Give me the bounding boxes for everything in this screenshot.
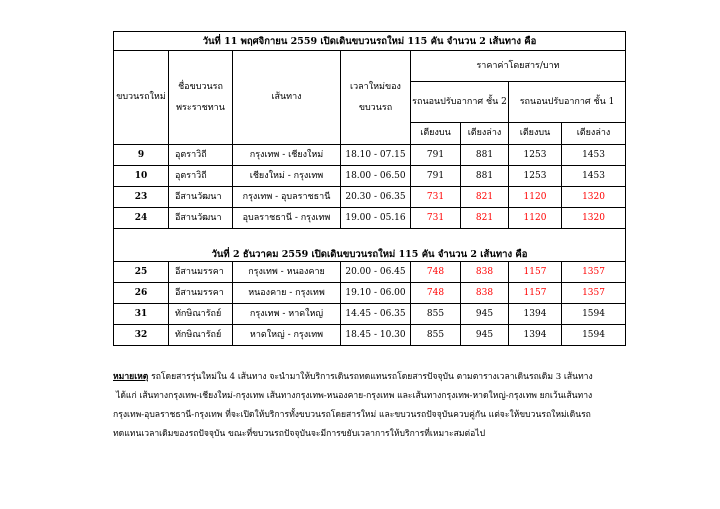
cell-class2-lower: 838	[461, 283, 509, 304]
cell-route: เชียงใหม่ - กรุงเทพ	[233, 166, 341, 187]
cell-class2-upper: 855	[411, 304, 461, 325]
fare-document	[113, 31, 625, 346]
remark-block	[113, 368, 633, 444]
cell-class2-lower: 881	[461, 145, 509, 166]
cell-train-no: 32	[114, 325, 169, 346]
cell-class1-lower: 1320	[562, 187, 626, 208]
table-title-1: วันที่ 11 พฤศจิกายน 2559 เปิดเดินขบวนรถใหม่ 115 คัน จำนวน 2 เส้นทาง คือ	[114, 32, 626, 51]
remark-line-1	[113, 368, 633, 387]
header-route: เส้นทาง	[233, 51, 341, 145]
cell-route: กรุงเทพ - หนองคาย	[233, 262, 341, 283]
remark-text-1: รถโดยสารรุ่นใหม่ใน 4 เส้นทาง จะนำมาให้บริการเดินรถทดแทนรถโดยสารปัจจุบัน ตามตารางเวลาเดินรถเดิม 3 เส้นทาง	[148, 372, 593, 382]
remark-line-3: กรุงเทพ-อุบลราชธานี-กรุงเทพ ที่จะเปิดให้บริการทั้งขบวนรถโดยสารใหม่ และขบวนรถปัจจุบันควบคู่กัน แต่จะให้ขบวนรถใหม่เดินรถ	[113, 410, 591, 420]
remark-label: หมายเหตุ	[113, 372, 149, 382]
spacer-row	[114, 229, 626, 248]
header-train-no: ขบวนรถใหม่	[114, 51, 169, 145]
cell-class1-upper: 1120	[509, 187, 562, 208]
table-row	[114, 304, 626, 325]
cell-route: กรุงเทพ - อุบลราชธานี	[233, 187, 341, 208]
table-row	[114, 325, 626, 346]
header-class1-lower: เตียงล่าง	[562, 123, 626, 145]
cell-train-name: อีสานวัฒนา	[169, 187, 233, 208]
table-title-2: วันที่ 2 ธันวาคม 2559 เปิดเดินขบวนรถใหม่ 115 คัน จำนวน 2 เส้นทาง คือ	[114, 247, 626, 262]
cell-train-no: 9	[114, 145, 169, 166]
cell-train-name: อีสานวัฒนา	[169, 208, 233, 229]
cell-time: 14.45 - 06.35	[341, 304, 411, 325]
header-row-1	[114, 51, 626, 82]
table-row	[114, 187, 626, 208]
cell-train-name: ทักษิณารัถย์	[169, 325, 233, 346]
cell-class1-upper: 1120	[509, 208, 562, 229]
cell-class2-lower: 821	[461, 208, 509, 229]
cell-class2-upper: 731	[411, 187, 461, 208]
header-train-name-line2: พระราชทาน	[176, 102, 225, 113]
cell-time: 18.10 - 07.15	[341, 145, 411, 166]
cell-class1-lower: 1453	[562, 145, 626, 166]
cell-train-no: 31	[114, 304, 169, 325]
title-row-2	[114, 247, 626, 262]
cell-time: 20.30 - 06.35	[341, 187, 411, 208]
cell-class1-upper: 1394	[509, 325, 562, 346]
cell-train-no: 26	[114, 283, 169, 304]
cell-train-name: อีสานมรรคา	[169, 262, 233, 283]
cell-class1-upper: 1394	[509, 304, 562, 325]
table-row	[114, 166, 626, 187]
table-row	[114, 262, 626, 283]
header-fare: ราคาค่าโดยสาร/บาท	[411, 51, 626, 82]
header-class2-lower: เตียงล่าง	[461, 123, 509, 145]
cell-class1-upper: 1157	[509, 283, 562, 304]
header-time-line1: เวลาใหม่ของ	[350, 81, 401, 92]
cell-route: กรุงเทพ - หาดใหญ่	[233, 304, 341, 325]
cell-route: อุบลราชธานี - กรุงเทพ	[233, 208, 341, 229]
table-row	[114, 145, 626, 166]
cell-class2-lower: 881	[461, 166, 509, 187]
header-train-name	[169, 51, 233, 145]
header-class2-upper: เตียงบน	[411, 123, 461, 145]
cell-time: 18.45 - 10.30	[341, 325, 411, 346]
cell-class2-upper: 748	[411, 262, 461, 283]
cell-class1-upper: 1157	[509, 262, 562, 283]
cell-class2-upper: 791	[411, 166, 461, 187]
header-time-line2: ขบวนรถ	[358, 102, 393, 113]
cell-class2-lower: 945	[461, 325, 509, 346]
header-class2: รถนอนปรับอากาศ ชั้น 2	[411, 82, 509, 123]
title-row-1	[114, 32, 626, 51]
header-time	[341, 51, 411, 145]
cell-route: หนองคาย - กรุงเทพ	[233, 283, 341, 304]
cell-class2-upper: 855	[411, 325, 461, 346]
cell-class2-upper: 731	[411, 208, 461, 229]
remark-line-2: ได้แก่ เส้นทางกรุงเทพ-เชียงใหม่-กรุงเทพ เส้นทางกรุงเทพ-หนองคาย-กรุงเทพ และเส้นทางกรุงเทพ-หาดใหญ่-กรุงเทพ ยกเว้นเส้นทาง	[116, 391, 593, 401]
cell-train-name: อุตราวิถี	[169, 145, 233, 166]
cell-time: 18.00 - 06.50	[341, 166, 411, 187]
cell-train-no: 24	[114, 208, 169, 229]
cell-class2-upper: 791	[411, 145, 461, 166]
group1-rows	[114, 145, 626, 229]
cell-time: 19.00 - 05.16	[341, 208, 411, 229]
cell-class2-lower: 945	[461, 304, 509, 325]
cell-class1-upper: 1253	[509, 166, 562, 187]
cell-time: 19.10 - 06.00	[341, 283, 411, 304]
cell-class2-lower: 821	[461, 187, 509, 208]
cell-class2-upper: 748	[411, 283, 461, 304]
cell-route: กรุงเทพ - เชียงใหม่	[233, 145, 341, 166]
cell-train-no: 25	[114, 262, 169, 283]
cell-train-name: อุตราวิถี	[169, 166, 233, 187]
fare-table	[113, 31, 626, 346]
cell-class2-lower: 838	[461, 262, 509, 283]
cell-train-no: 10	[114, 166, 169, 187]
cell-class1-lower: 1594	[562, 304, 626, 325]
table-row	[114, 283, 626, 304]
cell-class1-upper: 1253	[509, 145, 562, 166]
header-class1-upper: เตียงบน	[509, 123, 562, 145]
cell-class1-lower: 1357	[562, 283, 626, 304]
cell-train-no: 23	[114, 187, 169, 208]
header-train-name-line1: ชื่อขบวนรถ	[178, 81, 223, 92]
cell-class1-lower: 1320	[562, 208, 626, 229]
remark-line-4: ทดแทนเวลาเดิมของรถปัจจุบัน ขณะที่ขบวนรถปัจจุบันจะมีการขยับเวลาการให้บริการที่เหมาะสมต่อไป	[113, 429, 486, 439]
cell-train-name: อีสานมรรคา	[169, 283, 233, 304]
cell-class1-lower: 1594	[562, 325, 626, 346]
cell-time: 20.00 - 06.45	[341, 262, 411, 283]
group2-rows	[114, 262, 626, 346]
cell-class1-lower: 1453	[562, 166, 626, 187]
cell-train-name: ทักษิณารัถย์	[169, 304, 233, 325]
header-class1: รถนอนปรับอากาศ ชั้น 1	[509, 82, 626, 123]
cell-class1-lower: 1357	[562, 262, 626, 283]
table-row	[114, 208, 626, 229]
cell-route: หาดใหญ่ - กรุงเทพ	[233, 325, 341, 346]
